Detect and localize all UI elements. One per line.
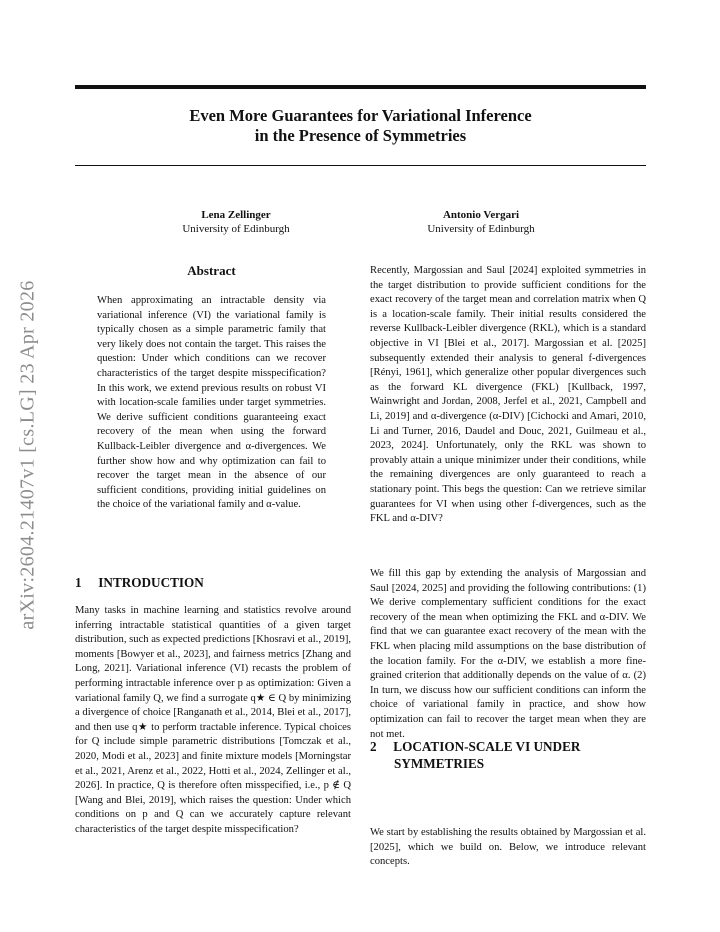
author-name: Antonio Vergari <box>442 209 520 221</box>
author-affiliation: University of Edinburgh <box>182 223 290 235</box>
right-column-paragraph-1: Recently, Margossian and Saul [2024] exploited symmetries in the target distribution to provide sufficient conditions for the exact recovery of the target mean and correlation matrix when Q is a location-scale family. Their initial results considered the reverse Kullback-Leibler divergence (RKL), which is a standard objective in VI [Blei et al., 2017]. Margossian et al. [2025] subsequently extended their analysis to general f-divergences [Rényi, 1961], which generalize other popular divergences such as the forward KL divergence (FKL) [Kullback, 1997, Wainwright and Jordan, 2008, Jerfel et al., 2021, Campbell and Li, 2019] and α-divergence (α-DIV) [Cichocki and Amari, 2010, Li and Turner, 2016, Daudel and Douc, 2021, Guilmeau et al., 2023, 2024]. Unfortunately, only the RKL was shown to provably attain a unique minimizer under their conditions, while the remaining divergences are only guaranteed to reach a stationary point. This begs the question: Can we retrieve similar guarantees for VI when using other f-divergences, such as the FKL and α-DIV? <box>370 265 646 525</box>
author-affiliation: University of Edinburgh <box>427 223 535 235</box>
right-column-paragraph-2: We fill this gap by extending the analysis of Margossian and Saul [2024, 2025] and providing the following contributions: (1) We derive complementary sufficient conditions for the exact recovery of the mean when optimizing the FKL and α-DIV. We find that we can guarantee exact recovery of the mean with the FKL when placing mild assumptions on the base distribution of the location family. For the α-DIV, we establish a more fine-grained criterion that additionally depends on the value of α. (2) In turn, we discuss how our sufficient conditions can inform the choice of variational family in practice, and show how optimization can fail to recover the target mean when they are not met. <box>370 568 646 740</box>
arxiv-watermark: arXiv:2604.21407v1 [cs.LG] 23 Apr 2026 <box>16 280 39 630</box>
author-block-2 <box>351 208 611 236</box>
title-rule <box>75 165 646 166</box>
abstract-text: When approximating an intractable density via variational inference (VI) the variational family is typically chosen as a simple parametric family that very likely does not contain the target. This raises the question: Under which conditions can we recover characteristics of the target despite misspecification? In this work, we extend previous results on robust VI with location-scale families under target symmetries. We derive sufficient conditions guaranteeing exact recovery of the mean when using the forward Kullback-Leibler divergence and α-divergences. We further show how and why optimization can fail to recover the target mean in the absence of our sufficient conditions, providing initial guidelines on the choice of the variational family and α-value. <box>97 295 326 511</box>
top-rule <box>75 85 646 89</box>
section-2-paragraph: We start by establishing the results obtained by Margossian et al. [2025], which we build on. Below, we introduce relevant concepts. <box>370 827 646 868</box>
intro-paragraph: Many tasks in machine learning and statistics revolve around inferring intractable statistical quantities of a given target distribution, such as expected predictions [Khosravi et al., 2019], moments [Bowyer et al., 2023], and fairness metrics [Zhang and Long, 2021]. Variational inference (VI) recasts the problem of performing intractable inference over p as optimization: Given a variational family Q, we find a surrogate q★ ∈ Q by minimizing a divergence of choice [Ranganath et al., 2014, Blei et al., 2017], and then use q★ to perform tractable inference. Typical choices for Q include simple parametric distributions [Tomczak et al., 2020, Modi et al., 2023] and finite mixture models [Morningstar et al., 2021, Arenz et al., 2022, Hotti et al., 2024, Zellinger et al., 2026]. In practice, Q is therefore often misspecified, i.e., p ∉ Q [Wang and Blei, 2019], which raises the question: Under which conditions on p and Q can we accurately capture relevant characteristics of the target despite misspecification? <box>75 605 351 835</box>
paper-title: Even More Guarantees for Variational Inference in the Presence of Symmetries <box>189 106 532 145</box>
author-name: Lena Zellinger <box>201 209 271 221</box>
section-2-heading: 2 LOCATION-SCALE VI UNDER SYMMETRIES <box>370 739 581 771</box>
abstract-heading: Abstract <box>187 263 236 278</box>
section-1-heading: 1 INTRODUCTION <box>75 575 204 590</box>
author-block-1 <box>106 208 366 236</box>
